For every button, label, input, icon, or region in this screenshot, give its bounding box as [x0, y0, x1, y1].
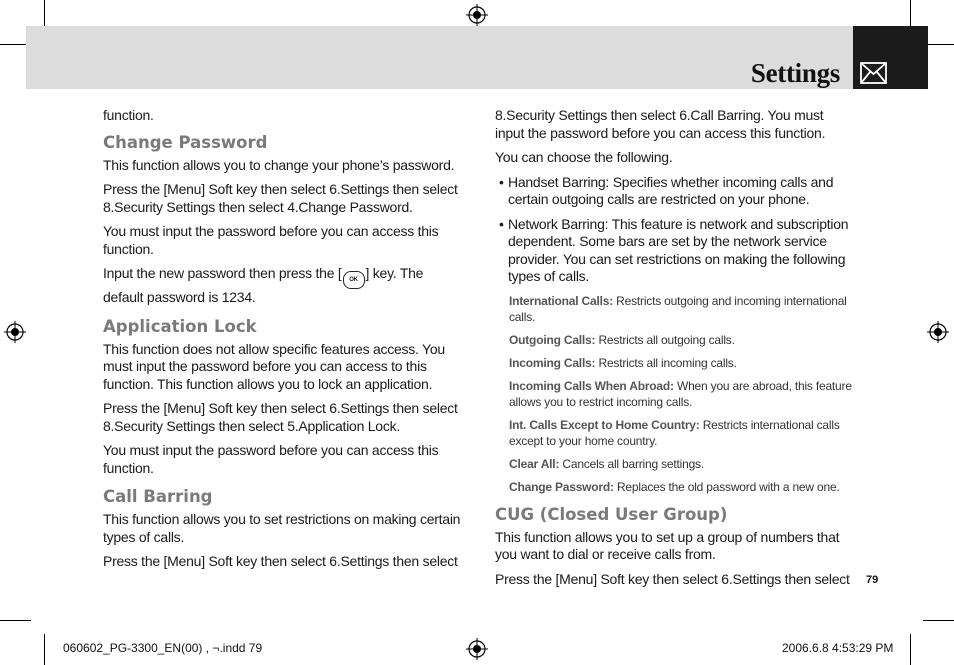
list-item: [509, 355, 855, 371]
crop-mark: [923, 620, 954, 621]
sub-item-desc: Restricts all outgoing calls.: [595, 332, 735, 347]
change-password-description: This function allows you to change your phone’s password.: [103, 156, 455, 173]
sub-item-desc: Restricts all incoming calls.: [595, 355, 737, 370]
sub-item-term: Incoming Calls When Abroad:: [509, 378, 674, 393]
sub-item-term: Int. Calls Except to Home Country:: [509, 417, 700, 432]
sub-item-desc: Cancels all barring settings.: [559, 456, 704, 471]
envelope-icon: [860, 62, 887, 84]
cug-heading: CUG (Closed User Group): [495, 504, 728, 524]
sub-item-term: Clear All:: [509, 456, 560, 471]
registration-mark-icon: [927, 321, 949, 343]
footer-timestamp: 2006.6.8 4:53:29 PM: [782, 641, 894, 655]
call-barring-steps-continued: 8.Security Settings then select 6.Call Barring. You must input the password before you can access this function.: [495, 107, 826, 141]
page-number: 79: [866, 574, 879, 586]
sub-item-desc: Restricts international calls except to your home country.: [509, 417, 840, 448]
default-password-text-start: Input the new password then press the [: [103, 265, 342, 281]
application-lock-steps: Press the [Menu] Soft key then select 6.Settings then select 8.Security Settings then select 5.Application Lock.: [103, 400, 458, 434]
call-barring-steps: Press the [Menu] Soft key then select 6.Settings then select: [103, 553, 458, 569]
application-lock-heading: Application Lock: [103, 316, 257, 336]
registration-mark-icon: [4, 321, 26, 343]
list-item: [509, 378, 855, 410]
handset-barring-text: Handset Barring: Specifies whether incoming calls and certain outgoing calls are restricted on your phone.: [508, 173, 834, 207]
change-password-steps: Press the [Menu] Soft key then select 6.Settings then select 8.Security Settings then select 4.Change Password.: [103, 181, 458, 215]
ok-key-icon: OK: [343, 271, 365, 289]
registration-mark-icon: [466, 4, 488, 26]
sub-item-term: Change Password:: [509, 479, 614, 494]
list-item: [509, 293, 855, 325]
change-password-default: [103, 265, 465, 307]
change-password-note: You must input the password before you can access this function.: [103, 223, 439, 257]
list-item: [509, 479, 855, 495]
list-item: [509, 456, 855, 472]
footer-file-info: 060602_PG-3300_EN(00) , ¬.indd 79: [63, 641, 263, 655]
sub-item-term: Outgoing Calls:: [509, 332, 596, 347]
list-item: [509, 417, 855, 449]
application-lock-description: This function does not allow specific features access. You must input the password before you can access to this function. This function allows you to lock an application.: [103, 340, 445, 392]
cug-description: This function allows you to set up a group of numbers that you want to dial or receive calls from.: [495, 528, 840, 562]
list-item: • Network Barring: This feature is network and subscription dependent. Some bars are set by the network service provider. You can set restrictions on making the following types of calls.: [499, 215, 849, 284]
crop-mark: [44, 634, 45, 665]
page-title: Settings: [750, 58, 840, 88]
call-barring-heading: Call Barring: [103, 487, 213, 506]
cug-steps: Press the [Menu] Soft key then select 6.Settings then select: [495, 570, 850, 587]
default-password-text-end: ] key. The default password is 1234.: [103, 265, 424, 305]
list-item: • Handset Barring: Specifies whether incoming calls and certain outgoing calls are restricted on your phone.: [499, 173, 834, 207]
sub-item-desc: When you are abroad, this feature allows you to restrict incoming calls.: [509, 378, 852, 409]
header-band: [26, 26, 854, 89]
right-column: [495, 107, 855, 595]
network-barring-text: Network Barring: This feature is network and subscription dependent. Some bars are set by the network service provider. You can set restrictions on making the following types of calls.: [508, 215, 849, 284]
call-barring-description: This function allows you to set restrictions on making certain types of calls.: [103, 511, 461, 545]
intro-text: function.: [103, 107, 154, 123]
change-password-heading: Change Password: [103, 132, 268, 152]
registration-mark-icon: [466, 638, 488, 660]
sub-item-term: International Calls:: [509, 293, 614, 308]
crop-mark: [0, 620, 31, 621]
options-intro: You can choose the following.: [495, 149, 673, 165]
application-lock-note: You must input the password before you can access this function.: [103, 442, 439, 476]
crop-mark: [910, 634, 911, 665]
sub-item-desc: Restricts outgoing and incoming international calls.: [509, 293, 847, 324]
left-column: [103, 107, 465, 578]
sub-item-desc: Replaces the old password with a new one.: [613, 479, 840, 494]
sub-item-term: Incoming Calls:: [509, 355, 596, 370]
list-item: [509, 332, 855, 348]
